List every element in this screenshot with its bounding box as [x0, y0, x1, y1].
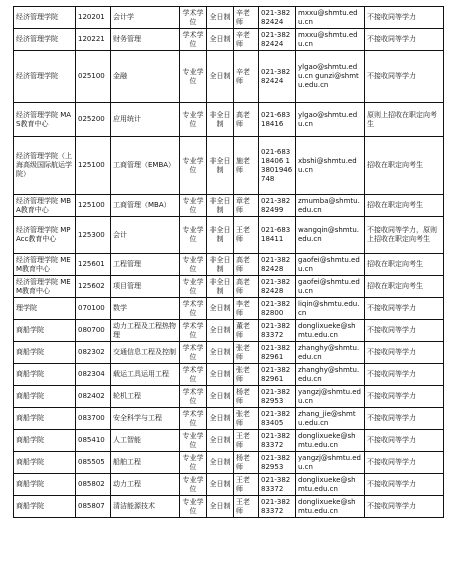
college-cell: 经济管理学院 MEM教育中心	[14, 276, 76, 298]
college-cell: 经济管理学院	[14, 29, 76, 51]
major-name-cell: 金融	[111, 51, 180, 103]
college-cell: 经济管理学院 MPAcc教育中心	[14, 217, 76, 254]
degree-type-cell: 学术学位	[180, 386, 207, 408]
major-code-cell: 120201	[76, 7, 111, 29]
major-name-cell: 载运工具运用工程	[111, 364, 180, 386]
contact-person-cell: 杨老师	[234, 386, 259, 408]
note-cell: 不接收同等学力，原则上招收在职定向考生	[365, 217, 444, 254]
major-name-cell: 轮机工程	[111, 386, 180, 408]
major-name-cell: 工商管理（EMBA）	[111, 137, 180, 195]
email-cell: donglixueke@shmtu.edu.cn	[296, 496, 365, 518]
note-cell: 不接收同等学力	[365, 342, 444, 364]
email-cell: mxxu@shmtu.edu.cn	[296, 7, 365, 29]
note-cell: 不接收同等学力	[365, 298, 444, 320]
major-name-cell: 安全科学与工程	[111, 408, 180, 430]
major-name-cell: 会计	[111, 217, 180, 254]
email-cell: wangqin@shmtu.edu.cn	[296, 217, 365, 254]
phone-cell: 021-38283405	[259, 408, 296, 430]
degree-type-cell: 专业学位	[180, 496, 207, 518]
phone-cell: 021-38282499	[259, 195, 296, 217]
major-name-cell: 船舶工程	[111, 452, 180, 474]
major-code-cell: 080700	[76, 320, 111, 342]
study-mode-cell: 全日制	[207, 408, 234, 430]
college-cell: 商船学院	[14, 474, 76, 496]
study-mode-cell: 全日制	[207, 29, 234, 51]
contact-person-cell: 王老师	[234, 430, 259, 452]
note-cell: 不接收同等学力	[365, 386, 444, 408]
table-row	[14, 51, 444, 103]
major-name-cell: 清洁能源技术	[111, 496, 180, 518]
contact-person-cell: 王老师	[234, 496, 259, 518]
college-cell: 经济管理学院	[14, 51, 76, 103]
table-row	[14, 474, 444, 496]
email-cell: donglixueke@shmtu.edu.cn	[296, 474, 365, 496]
note-cell: 不接收同等学力	[365, 408, 444, 430]
email-cell: zhang_jie@shmtu.edu.cn	[296, 408, 365, 430]
degree-type-cell: 专业学位	[180, 103, 207, 137]
major-name-cell: 工程管理	[111, 254, 180, 276]
study-mode-cell: 全日制	[207, 298, 234, 320]
note-cell: 招收在职定向考生	[365, 195, 444, 217]
contact-person-cell: 王老师	[234, 474, 259, 496]
major-name-cell: 财务管理	[111, 29, 180, 51]
college-cell: 经济管理学院 MBA教育中心	[14, 195, 76, 217]
college-cell: 商船学院	[14, 496, 76, 518]
table-body	[14, 7, 444, 518]
email-cell: zhanghy@shmtu.edu.cn	[296, 342, 365, 364]
contact-person-cell: 高老师	[234, 103, 259, 137]
contact-person-cell: 章老师	[234, 195, 259, 217]
study-mode-cell: 非全日制	[207, 217, 234, 254]
note-cell: 不接收同等学力	[365, 452, 444, 474]
table-row	[14, 386, 444, 408]
major-name-cell: 应用统计	[111, 103, 180, 137]
study-mode-cell: 全日制	[207, 51, 234, 103]
major-code-cell: 085410	[76, 430, 111, 452]
contact-person-cell: 李老师	[234, 298, 259, 320]
major-name-cell: 数学	[111, 298, 180, 320]
phone-cell: 021-38283372	[259, 430, 296, 452]
phone-cell: 021-38282961	[259, 342, 296, 364]
degree-type-cell: 专业学位	[180, 452, 207, 474]
degree-type-cell: 专业学位	[180, 430, 207, 452]
major-name-cell: 会计学	[111, 7, 180, 29]
email-cell: donglixueke@shmtu.edu.cn	[296, 430, 365, 452]
degree-type-cell: 专业学位	[180, 217, 207, 254]
table-row	[14, 7, 444, 29]
major-code-cell: 082302	[76, 342, 111, 364]
phone-cell: 021-38282424	[259, 29, 296, 51]
study-mode-cell: 全日制	[207, 342, 234, 364]
email-cell: yangzj@shmtu.edu.cn	[296, 386, 365, 408]
table-row	[14, 137, 444, 195]
note-cell: 不接收同等学力	[365, 51, 444, 103]
degree-type-cell: 专业学位	[180, 195, 207, 217]
table-row	[14, 430, 444, 452]
college-cell: 商船学院	[14, 342, 76, 364]
college-cell: 商船学院	[14, 386, 76, 408]
college-cell: 商船学院	[14, 430, 76, 452]
major-name-cell: 人工智能	[111, 430, 180, 452]
college-cell: 经济管理学院	[14, 7, 76, 29]
table-row	[14, 320, 444, 342]
degree-type-cell: 专业学位	[180, 474, 207, 496]
major-code-cell: 125602	[76, 276, 111, 298]
phone-cell: 021-68318416	[259, 103, 296, 137]
study-mode-cell: 非全日制	[207, 276, 234, 298]
table-row	[14, 103, 444, 137]
study-mode-cell: 非全日制	[207, 195, 234, 217]
email-cell: ylgao@shmtu.edu.cn gunzi@shmtu.edu.cn	[296, 51, 365, 103]
note-cell: 不接收同等学力	[365, 364, 444, 386]
major-code-cell: 085505	[76, 452, 111, 474]
phone-cell: 021-38282428	[259, 254, 296, 276]
degree-type-cell: 专业学位	[180, 276, 207, 298]
college-cell: 商船学院	[14, 452, 76, 474]
phone-cell: 021-38282953	[259, 386, 296, 408]
table-row	[14, 496, 444, 518]
note-cell: 招收在职定向考生	[365, 254, 444, 276]
email-cell: donglixueke@shmtu.edu.cn	[296, 320, 365, 342]
major-code-cell: 120221	[76, 29, 111, 51]
email-cell: mxxu@shmtu.edu.cn	[296, 29, 365, 51]
study-mode-cell: 全日制	[207, 474, 234, 496]
email-cell: ylgao@shmtu.edu.cn	[296, 103, 365, 137]
note-cell: 不接收同等学力	[365, 7, 444, 29]
phone-cell: 021-38282424	[259, 51, 296, 103]
phone-cell: 021-38283372	[259, 474, 296, 496]
contact-person-cell: 董老师	[234, 320, 259, 342]
major-name-cell: 工商管理（MBA）	[111, 195, 180, 217]
major-code-cell: 125100	[76, 137, 111, 195]
phone-cell: 021-38282424	[259, 7, 296, 29]
major-code-cell: 082402	[76, 386, 111, 408]
major-code-cell: 125300	[76, 217, 111, 254]
degree-type-cell: 学术学位	[180, 7, 207, 29]
major-name-cell: 项目管理	[111, 276, 180, 298]
email-cell: gaofei@shmtu.edu.cn	[296, 276, 365, 298]
major-name-cell: 动力工程	[111, 474, 180, 496]
table-row	[14, 342, 444, 364]
degree-type-cell: 学术学位	[180, 364, 207, 386]
college-cell: 商船学院	[14, 408, 76, 430]
major-code-cell: 083700	[76, 408, 111, 430]
study-mode-cell: 非全日制	[207, 137, 234, 195]
contact-person-cell: 张老师	[234, 408, 259, 430]
contact-person-cell: 辛老师	[234, 51, 259, 103]
phone-cell: 021-38282953	[259, 452, 296, 474]
degree-type-cell: 学术学位	[180, 342, 207, 364]
email-cell: zhanghy@shmtu.edu.cn	[296, 364, 365, 386]
study-mode-cell: 全日制	[207, 496, 234, 518]
note-cell: 不接收同等学力	[365, 430, 444, 452]
degree-type-cell: 学术学位	[180, 298, 207, 320]
study-mode-cell: 全日制	[207, 386, 234, 408]
email-cell: gaofei@shmtu.edu.cn	[296, 254, 365, 276]
study-mode-cell: 非全日制	[207, 254, 234, 276]
college-cell: 经济管理学院 MAS教育中心	[14, 103, 76, 137]
study-mode-cell: 全日制	[207, 452, 234, 474]
contact-person-cell: 高老师	[234, 254, 259, 276]
table-row	[14, 276, 444, 298]
note-cell: 招收在职定向考生	[365, 137, 444, 195]
note-cell: 不接收同等学力	[365, 320, 444, 342]
note-cell: 招收在职定向考生	[365, 276, 444, 298]
contact-person-cell: 辛老师	[234, 29, 259, 51]
major-name-cell: 交通信息工程及控制	[111, 342, 180, 364]
contact-person-cell: 高老师	[234, 276, 259, 298]
table-row	[14, 408, 444, 430]
contact-person-cell: 杨老师	[234, 452, 259, 474]
contact-person-cell: 辛老师	[234, 7, 259, 29]
email-cell: xbshi@shmtu.edu.cn	[296, 137, 365, 195]
major-code-cell: 025100	[76, 51, 111, 103]
admissions-table	[13, 6, 444, 518]
study-mode-cell: 全日制	[207, 364, 234, 386]
table-row	[14, 298, 444, 320]
study-mode-cell: 全日制	[207, 430, 234, 452]
table-row	[14, 452, 444, 474]
college-cell: 理学院	[14, 298, 76, 320]
table-row	[14, 195, 444, 217]
major-code-cell: 085802	[76, 474, 111, 496]
contact-person-cell: 王老师	[234, 217, 259, 254]
college-cell: 经济管理学院 MEM教育中心	[14, 254, 76, 276]
contact-person-cell: 张老师	[234, 342, 259, 364]
phone-cell: 021-38282961	[259, 364, 296, 386]
degree-type-cell: 专业学位	[180, 51, 207, 103]
email-cell: zmumba@shmtu.edu.cn	[296, 195, 365, 217]
major-code-cell: 082304	[76, 364, 111, 386]
email-cell: yangzj@shmtu.edu.cn	[296, 452, 365, 474]
phone-cell: 021-38283372	[259, 496, 296, 518]
table-row	[14, 29, 444, 51]
phone-cell: 021-68318411	[259, 217, 296, 254]
email-cell: liqin@shmtu.edu.cn	[296, 298, 365, 320]
study-mode-cell: 非全日制	[207, 103, 234, 137]
major-code-cell: 025200	[76, 103, 111, 137]
major-code-cell: 125100	[76, 195, 111, 217]
major-name-cell: 动力工程及工程热物理	[111, 320, 180, 342]
study-mode-cell: 全日制	[207, 320, 234, 342]
phone-cell: 021-38283372	[259, 320, 296, 342]
phone-cell: 021-38282428	[259, 276, 296, 298]
college-cell: 商船学院	[14, 320, 76, 342]
major-code-cell: 070100	[76, 298, 111, 320]
note-cell: 不接收同等学力	[365, 29, 444, 51]
table-row	[14, 364, 444, 386]
phone-cell: 021-68318406 13801946748	[259, 137, 296, 195]
phone-cell: 021-38282800	[259, 298, 296, 320]
college-cell: 经济管理学院（上海高级国际航运学院）	[14, 137, 76, 195]
college-cell: 商船学院	[14, 364, 76, 386]
note-cell: 不接收同等学力	[365, 474, 444, 496]
table-row	[14, 217, 444, 254]
degree-type-cell: 专业学位	[180, 254, 207, 276]
degree-type-cell: 专业学位	[180, 137, 207, 195]
contact-person-cell: 张老师	[234, 364, 259, 386]
major-code-cell: 085807	[76, 496, 111, 518]
contact-person-cell: 施老师	[234, 137, 259, 195]
degree-type-cell: 学术学位	[180, 320, 207, 342]
note-cell: 不接收同等学力	[365, 496, 444, 518]
note-cell: 原则上招收在职定向考生	[365, 103, 444, 137]
degree-type-cell: 学术学位	[180, 29, 207, 51]
major-code-cell: 125601	[76, 254, 111, 276]
table-row	[14, 254, 444, 276]
study-mode-cell: 全日制	[207, 7, 234, 29]
degree-type-cell: 学术学位	[180, 408, 207, 430]
